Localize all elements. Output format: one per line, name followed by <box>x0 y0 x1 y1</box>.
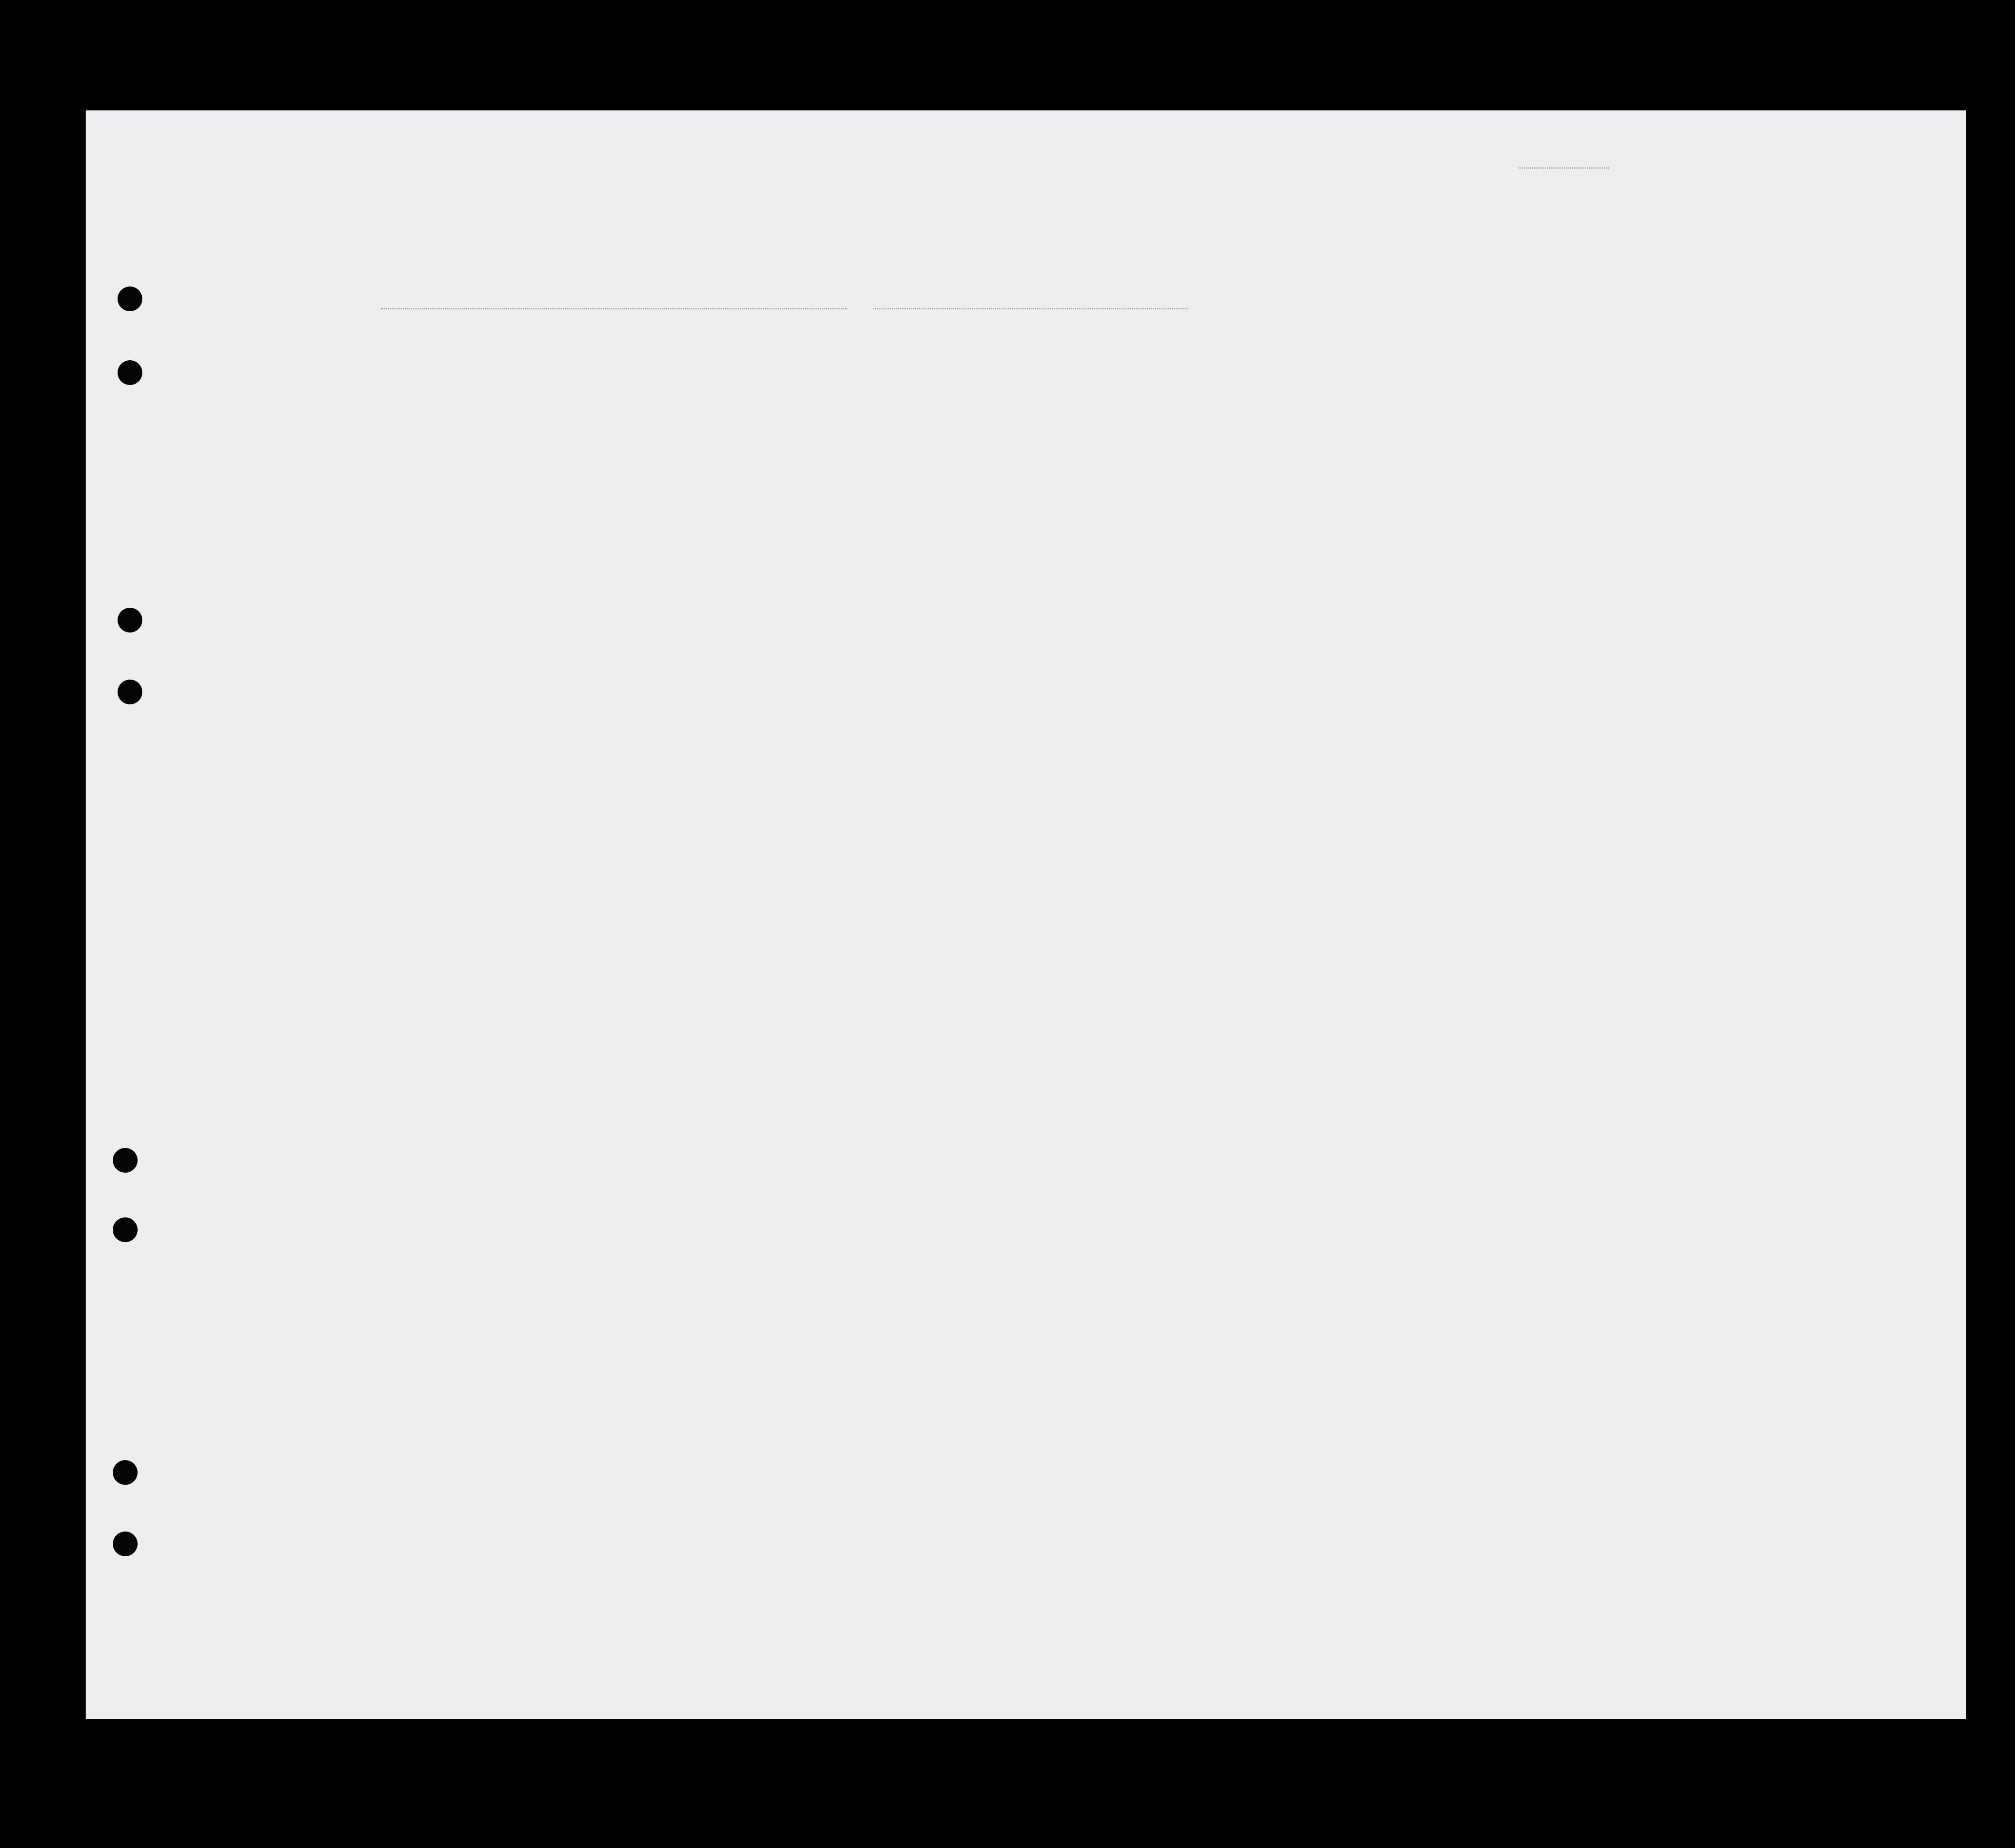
punch-hole <box>113 1532 138 1556</box>
punch-hole <box>118 680 142 704</box>
punch-hole <box>118 360 142 385</box>
date-blank <box>873 308 1188 309</box>
punch-hole <box>113 1217 138 1242</box>
punch-hole <box>113 1460 138 1485</box>
punch-hole <box>118 287 142 311</box>
punch-hole <box>118 608 142 632</box>
port-blank <box>381 308 847 309</box>
punch-hole <box>113 1148 138 1173</box>
